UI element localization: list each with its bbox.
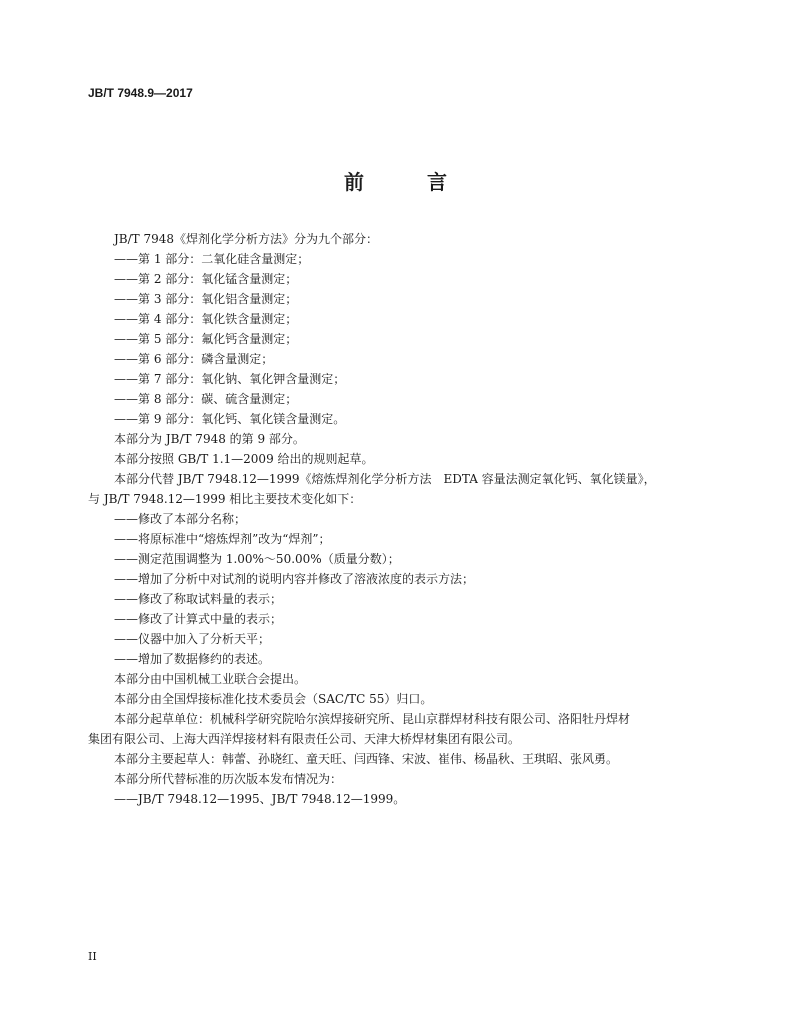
list-item: ——第 6 部分：磷含量测定； xyxy=(114,352,274,366)
list-item: ——第 8 部分：碳、硫含量测定； xyxy=(114,392,298,406)
paragraph: JB/T 7948《焊剂化学分析方法》分为九个部分： xyxy=(114,232,379,246)
list-item: ——仪器中加入了分析天平； xyxy=(114,632,271,646)
page-title: 前 言 xyxy=(344,170,475,194)
paragraph: 本部分为 JB/T 7948 的第 9 部分。 xyxy=(114,432,305,446)
list-item: ——增加了数据修约的表述。 xyxy=(114,652,271,666)
list-item: ——第 4 部分：氧化铁含量测定； xyxy=(114,312,298,326)
paragraph-continuation: 与 JB/T 7948.12—1999 相比主要技术变化如下： xyxy=(88,492,362,506)
list-item: ——JB/T 7948.12—1995、JB/T 7948.12—1999。 xyxy=(114,792,406,806)
list-item: ——增加了分析中对试剂的说明内容并修改了溶液浓度的表示方法； xyxy=(114,572,475,586)
list-item: ——第 3 部分：氧化铝含量测定； xyxy=(114,292,298,306)
list-item: ——修改了称取试料量的表示； xyxy=(114,592,283,606)
list-item: ——第 1 部分：二氧化硅含量测定； xyxy=(114,252,310,266)
paragraph: 本部分由全国焊接标准化技术委员会（SAC/TC 55）归口。 xyxy=(114,692,433,706)
document-number: JB/T 7948.9—2017 xyxy=(88,86,193,100)
list-item: ——第 9 部分：氧化钙、氧化镁含量测定。 xyxy=(114,412,346,426)
list-item: ——第 5 部分：氟化钙含量测定； xyxy=(114,332,298,346)
paragraph-continuation: 集团有限公司、上海大西洋焊接材料有限责任公司、天津大桥焊材集团有限公司。 xyxy=(88,732,521,746)
paragraph: 本部分所代替标准的历次版本发布情况为： xyxy=(114,772,343,786)
list-item: ——将原标准中“熔炼焊剂”改为“焊剂”； xyxy=(114,532,331,546)
list-item: ——测定范围调整为 1.00%～50.00%（质量分数）； xyxy=(114,552,400,566)
list-item: ——第 2 部分：氧化锰含量测定； xyxy=(114,272,298,286)
paragraph: 本部分按照 GB/T 1.1—2009 给出的规则起草。 xyxy=(114,452,374,466)
paragraph: 本部分代替 JB/T 7948.12—1999《熔炼焊剂化学分析方法 EDTA 容量法测定氧化钙、氧化镁量》， xyxy=(114,472,656,486)
paragraph: 本部分主要起草人：韩蕾、孙晓红、童天旺、闫西锋、宋波、崔伟、杨晶秋、王琪昭、张风勇。 xyxy=(114,752,619,766)
list-item: ——修改了本部分名称； xyxy=(114,512,247,526)
list-item: ——修改了计算式中量的表示； xyxy=(114,612,283,626)
paragraph: 本部分起草单位：机械科学研究院哈尔滨焊接研究所、昆山京群焊材科技有限公司、洛阳牡丹焊材 xyxy=(114,712,631,726)
paragraph: 本部分由中国机械工业联合会提出。 xyxy=(114,672,307,686)
list-item: ——第 7 部分：氧化钠、氧化钾含量测定； xyxy=(114,372,346,386)
page-number: II xyxy=(88,950,97,963)
